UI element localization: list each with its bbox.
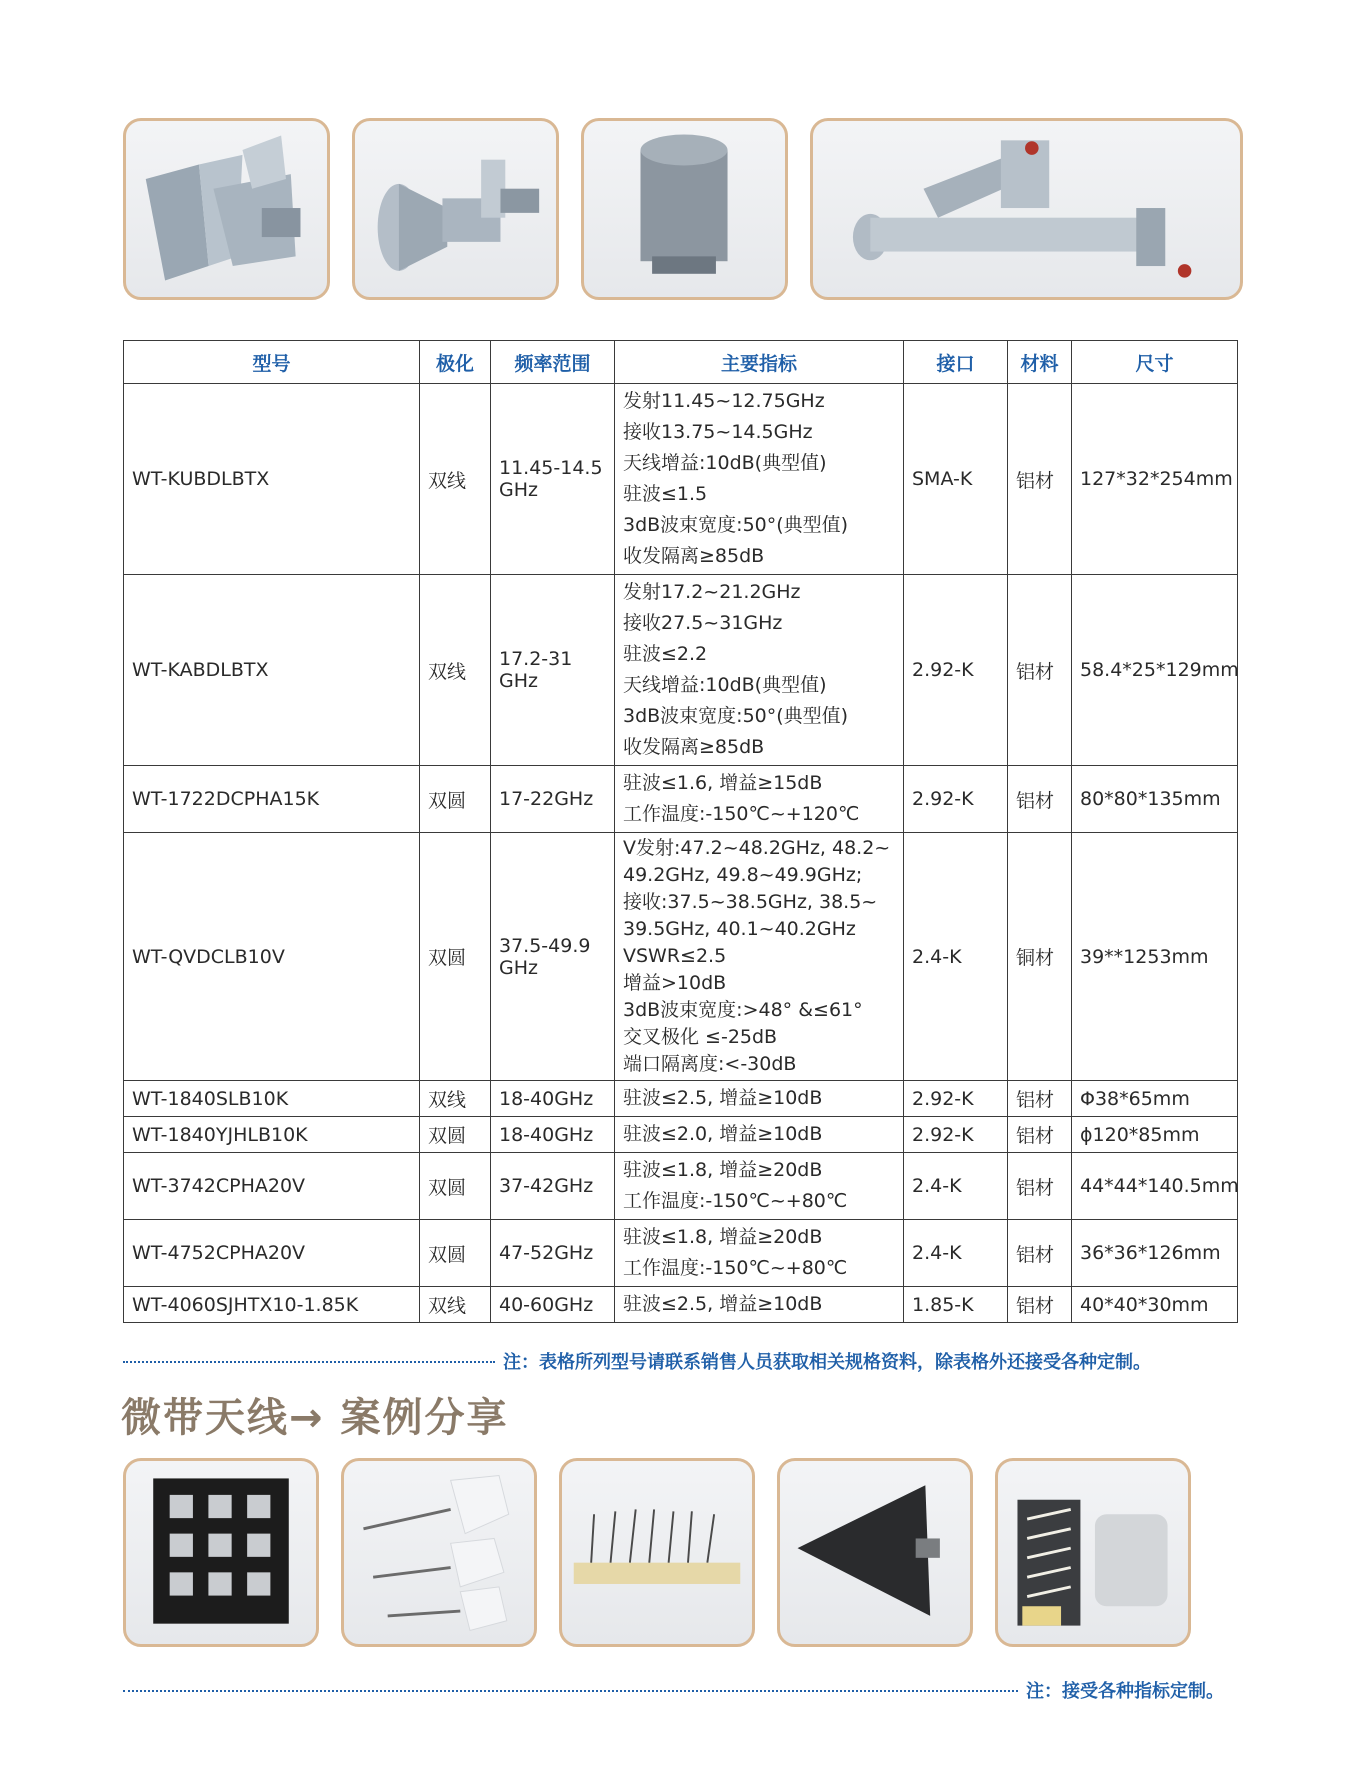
header-model: 型号: [124, 341, 420, 384]
horn-antenna-pair-photo: [123, 118, 330, 300]
material-cell: 铝材: [1008, 1153, 1072, 1220]
indicator-line: V发射:47.2~48.2GHz, 48.2~: [623, 837, 891, 859]
indicator-line: 驻波≤2.0, 增益≥10dB: [623, 1123, 823, 1145]
indicator-line: VSWR≤2.5: [623, 945, 727, 967]
frequency-line: GHz: [499, 479, 538, 501]
indicator-line: 收发隔离≥85dB: [623, 545, 765, 567]
material-cell: 铝材: [1008, 1220, 1072, 1287]
indicator-line: 49.2GHz, 49.8~49.9GHz;: [623, 864, 863, 886]
log-periodic-antenna-photo: [777, 1458, 973, 1647]
header-interface: 接口: [904, 341, 1008, 384]
indicator-cell: [615, 833, 904, 1081]
polarization-cell: 双线: [420, 1287, 491, 1323]
indicator-cell: [615, 766, 904, 833]
frequency-line: 17-22GHz: [499, 788, 594, 810]
indicator-line: 端口隔离度:<-30dB: [623, 1053, 797, 1075]
model-cell: WT-1840SLB10K: [124, 1081, 420, 1117]
size-cell: Φ38*65mm: [1072, 1081, 1238, 1117]
section-title: 微带天线→ 案例分享: [121, 1395, 509, 1441]
indicator-line: 发射11.45~12.75GHz: [623, 390, 825, 412]
frequency-line: 18-40GHz: [499, 1123, 594, 1146]
frequency-line: 18-40GHz: [499, 1087, 594, 1110]
spec-table: [123, 340, 1238, 1323]
frequency-cell: [491, 575, 615, 766]
indicator-cell: [615, 1153, 904, 1220]
interface-cell: 2.92-K: [904, 1081, 1008, 1117]
polarization-cell: 双圆: [420, 1153, 491, 1220]
frequency-cell: [491, 833, 615, 1081]
indicator-line: 增益>10dB: [623, 972, 727, 994]
indicator-line: 驻波≤2.2: [623, 643, 708, 665]
model-cell: WT-KUBDLBTX: [124, 384, 420, 575]
dotted-divider: [123, 1690, 1018, 1692]
indicator-line: 工作温度:-150℃~+120℃: [623, 803, 860, 825]
size-cell: 80*80*135mm: [1072, 766, 1238, 833]
indicator-line: 接收27.5~31GHz: [623, 612, 783, 634]
interface-cell: 2.4-K: [904, 1220, 1008, 1287]
white-radome-antennas-photo: [341, 1458, 537, 1647]
model-cell: WT-4060SJHTX10-1.85K: [124, 1287, 420, 1323]
indicator-line: 驻波≤1.8, 增益≥20dB: [623, 1226, 823, 1248]
dotted-divider: [123, 1361, 495, 1363]
indicator-line: 接收:37.5~38.5GHz, 38.5~: [623, 891, 878, 913]
indicator-cell: [615, 575, 904, 766]
header-indicators: 主要指标: [615, 341, 904, 384]
indicator-line: 发射17.2~21.2GHz: [623, 581, 801, 603]
indicator-line: 驻波≤1.8, 增益≥20dB: [623, 1159, 823, 1181]
strip-antenna-photo: [559, 1458, 755, 1647]
polarization-cell: 双线: [420, 1081, 491, 1117]
indicator-line: 收发隔离≥85dB: [623, 736, 765, 758]
polarization-cell: 双线: [420, 384, 491, 575]
indicator-line: 驻波≤2.5, 增益≥10dB: [623, 1293, 823, 1315]
frequency-line: GHz: [499, 670, 538, 692]
frequency-line: 40-60GHz: [499, 1293, 594, 1316]
indicator-line: 3dB波束宽度:50°(典型值): [623, 514, 849, 536]
header-frequency: 频率范围: [491, 341, 615, 384]
size-cell: ϕ120*85mm: [1072, 1117, 1238, 1153]
frequency-line: 11.45-14.5: [499, 457, 603, 479]
frequency-line: 37.5-49.9: [499, 934, 591, 957]
frequency-line: GHz: [499, 956, 538, 979]
frequency-cell: [491, 384, 615, 575]
material-cell: 铝材: [1008, 575, 1072, 766]
model-cell: WT-4752CPHA20V: [124, 1220, 420, 1287]
indicator-line: 39.5GHz, 40.1~40.2GHz: [623, 918, 856, 940]
size-cell: 36*36*126mm: [1072, 1220, 1238, 1287]
material-cell: 铝材: [1008, 1287, 1072, 1323]
material-cell: 铝材: [1008, 766, 1072, 833]
table-row: [124, 1081, 1238, 1117]
polarization-cell: 双圆: [420, 1220, 491, 1287]
cylindrical-antenna-photo: [581, 118, 788, 300]
bottom-photo-strip: [123, 1458, 1213, 1647]
frequency-cell: [491, 1081, 615, 1117]
indicator-line: 驻波≤1.5: [623, 483, 708, 505]
header-material: 材料: [1008, 341, 1072, 384]
frequency-cell: [491, 1117, 615, 1153]
printed-antenna-module-photo: [995, 1458, 1191, 1647]
header-polarization: 极化: [420, 341, 491, 384]
waveguide-assembly-photo: [810, 118, 1243, 300]
size-cell: 40*40*30mm: [1072, 1287, 1238, 1323]
indicator-cell: [615, 384, 904, 575]
indicator-cell: [615, 1081, 904, 1117]
indicator-line: 3dB波束宽度:50°(典型值): [623, 705, 849, 727]
frequency-line: 37-42GHz: [499, 1175, 594, 1197]
frequency-line: 47-52GHz: [499, 1242, 594, 1264]
table-row: [124, 1117, 1238, 1153]
interface-cell: 2.4-K: [904, 833, 1008, 1081]
material-cell: 铝材: [1008, 1117, 1072, 1153]
size-cell: 58.4*25*129mm: [1072, 575, 1238, 766]
model-cell: WT-1840YJHLB10K: [124, 1117, 420, 1153]
indicator-line: 工作温度:-150℃~+80℃: [623, 1257, 848, 1279]
interface-cell: 2.4-K: [904, 1153, 1008, 1220]
indicator-line: 驻波≤1.6, 增益≥15dB: [623, 772, 823, 794]
table-row: [124, 833, 1238, 1081]
table-note: 注：表格所列型号请联系销售人员获取相关规格资料，除表格外还接受各种定制。: [503, 1352, 1151, 1373]
frequency-cell: [491, 1287, 615, 1323]
frequency-cell: [491, 1220, 615, 1287]
indicator-line: 3dB波束宽度:>48° &≤61°: [623, 999, 863, 1021]
material-cell: 铝材: [1008, 1081, 1072, 1117]
table-header-row: [124, 341, 1238, 384]
top-photo-strip: [123, 118, 1265, 300]
model-cell: WT-1722DCPHA15K: [124, 766, 420, 833]
polarization-cell: 双圆: [420, 1117, 491, 1153]
header-size: 尺寸: [1072, 341, 1238, 384]
interface-cell: 2.92-K: [904, 1117, 1008, 1153]
size-cell: 39**1253mm: [1072, 833, 1238, 1081]
table-row: [124, 1287, 1238, 1323]
table-row: [124, 575, 1238, 766]
indicator-cell: [615, 1220, 904, 1287]
table-row: [124, 384, 1238, 575]
model-cell: WT-3742CPHA20V: [124, 1153, 420, 1220]
frequency-cell: [491, 1153, 615, 1220]
indicator-cell: [615, 1117, 904, 1153]
indicator-line: 交叉极化 ≤-25dB: [623, 1026, 778, 1048]
indicator-line: 驻波≤2.5, 增益≥10dB: [623, 1087, 823, 1109]
horn-with-waveguide-photo: [352, 118, 559, 300]
indicator-cell: [615, 1287, 904, 1323]
indicator-line: 工作温度:-150℃~+80℃: [623, 1190, 848, 1212]
table-row: [124, 1220, 1238, 1287]
patch-array-board-photo: [123, 1458, 319, 1647]
frequency-cell: [491, 766, 615, 833]
polarization-cell: 双圆: [420, 833, 491, 1081]
indicator-line: 接收13.75~14.5GHz: [623, 421, 813, 443]
material-cell: 铜材: [1008, 833, 1072, 1081]
indicator-line: 天线增益:10dB(典型值): [623, 452, 827, 474]
size-cell: 127*32*254mm: [1072, 384, 1238, 575]
polarization-cell: 双圆: [420, 766, 491, 833]
custom-note: 注：接受各种指标定制。: [1026, 1681, 1224, 1702]
interface-cell: 2.92-K: [904, 766, 1008, 833]
table-row: [124, 1153, 1238, 1220]
frequency-line: 17.2-31: [499, 648, 573, 670]
interface-cell: SMA-K: [904, 384, 1008, 575]
table-row: [124, 766, 1238, 833]
material-cell: 铝材: [1008, 384, 1072, 575]
interface-cell: 1.85-K: [904, 1287, 1008, 1323]
interface-cell: 2.92-K: [904, 575, 1008, 766]
indicator-line: 天线增益:10dB(典型值): [623, 674, 827, 696]
model-cell: WT-QVDCLB10V: [124, 833, 420, 1081]
model-cell: WT-KABDLBTX: [124, 575, 420, 766]
polarization-cell: 双线: [420, 575, 491, 766]
size-cell: 44*44*140.5mm: [1072, 1153, 1238, 1220]
